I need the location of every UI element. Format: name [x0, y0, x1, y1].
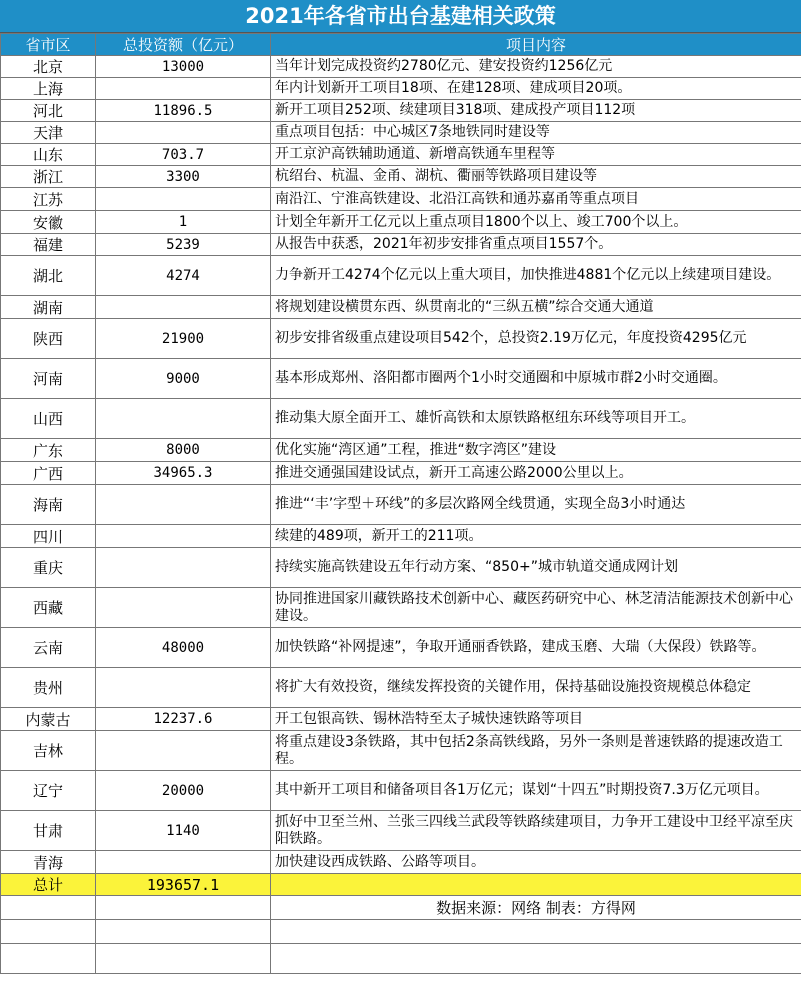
province-cell: 山东 — [1, 144, 96, 166]
content-cell: 新开工项目252项、续建项目318项、建成投产项目112项 — [271, 100, 801, 122]
table-row — [1, 166, 801, 188]
table-row — [1, 234, 801, 256]
content-cell: 开工包银高铁、锡林浩特至太子城快速铁路等项目 — [271, 708, 801, 731]
province-cell: 上海 — [1, 78, 96, 100]
content-cell: 抓好中卫至兰州、兰张三四线兰武段等铁路续建项目，力争开工建设中卫经平凉至庆阳铁路。 — [271, 811, 801, 851]
content-cell: 推进交通强国建设试点，新开工高速公路2000公里以上。 — [271, 462, 801, 485]
content-cell: 当年计划完成投资约2780亿元、建安投资约1256亿元 — [271, 56, 801, 78]
investment-cell: 20000 — [96, 771, 271, 811]
table-row — [1, 296, 801, 319]
province-cell: 湖北 — [1, 256, 96, 296]
province-cell: 辽宁 — [1, 771, 96, 811]
province-cell: 河南 — [1, 359, 96, 399]
content-cell: 力争新开工4274个亿元以上重大项目，加快推进4881个亿元以上续建项目建设。 — [271, 256, 801, 296]
content-cell: 杭绍台、杭温、金甬、湖杭、衢丽等铁路项目建设等 — [271, 166, 801, 188]
table-row — [1, 78, 801, 100]
content-cell: 加快建设西成铁路、公路等项目。 — [271, 851, 801, 874]
content-cell: 推动集大原全面开工、雄忻高铁和太原铁路枢纽东环线等项目开工。 — [271, 399, 801, 439]
table-row — [1, 811, 801, 851]
empty-cell — [1, 896, 96, 920]
investment-cell — [96, 588, 271, 628]
investment-cell — [96, 668, 271, 708]
content-cell: 重点项目包括：中心城区7条地铁同时建设等 — [271, 122, 801, 144]
investment-cell — [96, 731, 271, 771]
content-cell: 其中新开工项目和储备项目各1万亿元；谋划“十四五”时期投资7.3万亿元项目。 — [271, 771, 801, 811]
header-province: 省市区 — [1, 34, 96, 56]
investment-cell — [96, 548, 271, 588]
table-row — [1, 122, 801, 144]
investment-cell — [96, 851, 271, 874]
province-cell: 山西 — [1, 399, 96, 439]
table-row — [1, 485, 801, 525]
province-cell: 陕西 — [1, 319, 96, 359]
content-cell: 持续实施高铁建设五年行动方案、“850+”城市轨道交通成网计划 — [271, 548, 801, 588]
province-cell: 重庆 — [1, 548, 96, 588]
investment-cell — [96, 78, 271, 100]
investment-cell: 48000 — [96, 628, 271, 668]
investment-cell: 8000 — [96, 439, 271, 462]
table-row — [1, 211, 801, 234]
table-row — [1, 188, 801, 211]
table-row — [1, 359, 801, 399]
content-cell: 将扩大有效投资，继续发挥投资的关键作用，保持基础设施投资规模总体稳定 — [271, 668, 801, 708]
content-cell: 从报告中获悉，2021年初步安排省重点项目1557个。 — [271, 234, 801, 256]
province-cell: 浙江 — [1, 166, 96, 188]
table-row — [1, 731, 801, 771]
province-cell: 天津 — [1, 122, 96, 144]
content-cell: 初步安排省级重点建设项目542个，总投资2.19万亿元，年度投资4295亿元 — [271, 319, 801, 359]
investment-cell — [96, 122, 271, 144]
policy-table — [0, 33, 801, 974]
province-cell: 甘肃 — [1, 811, 96, 851]
investment-cell: 11896.5 — [96, 100, 271, 122]
province-cell: 广东 — [1, 439, 96, 462]
province-cell: 云南 — [1, 628, 96, 668]
content-cell: 续建的489项，新开工的211项。 — [271, 525, 801, 548]
investment-cell: 12237.6 — [96, 708, 271, 731]
investment-cell: 3300 — [96, 166, 271, 188]
empty-cell — [1, 920, 96, 944]
header-content: 项目内容 — [271, 34, 801, 56]
table-row — [1, 708, 801, 731]
content-cell: 优化实施“湾区通”工程，推进“数字湾区”建设 — [271, 439, 801, 462]
total-row — [1, 874, 801, 896]
province-cell: 吉林 — [1, 731, 96, 771]
province-cell: 贵州 — [1, 668, 96, 708]
table-row — [1, 439, 801, 462]
table-row — [1, 144, 801, 166]
table-row — [1, 628, 801, 668]
content-cell: 将规划建设横贯东西、纵贯南北的“三纵五横”综合交通大通道 — [271, 296, 801, 319]
investment-cell: 703.7 — [96, 144, 271, 166]
investment-cell: 4274 — [96, 256, 271, 296]
content-cell: 协同推进国家川藏铁路技术创新中心、藏医药研究中心、林芝清洁能源技术创新中心建设。 — [271, 588, 801, 628]
investment-cell: 1 — [96, 211, 271, 234]
content-cell: 年内计划新开工项目18项、在建128项、建成项目20项。 — [271, 78, 801, 100]
empty-cell — [271, 920, 801, 944]
table-row — [1, 851, 801, 874]
table-row — [1, 100, 801, 122]
content-cell: 加快铁路“补网提速”，争取开通丽香铁路，建成玉磨、大瑞（大保段）铁路等。 — [271, 628, 801, 668]
province-cell: 福建 — [1, 234, 96, 256]
empty-row — [1, 920, 801, 944]
empty-row — [1, 944, 801, 974]
content-cell: 将重点建设3条铁路，其中包括2条高铁线路，另外一条则是普速铁路的提速改造工程。 — [271, 731, 801, 771]
province-cell: 北京 — [1, 56, 96, 78]
table-row — [1, 668, 801, 708]
province-cell: 河北 — [1, 100, 96, 122]
total-value: 193657.1 — [96, 874, 271, 896]
table-row — [1, 548, 801, 588]
investment-cell — [96, 485, 271, 525]
content-cell: 开工京沪高铁辅助通道、新增高铁通车里程等 — [271, 144, 801, 166]
province-cell: 江苏 — [1, 188, 96, 211]
province-cell: 西藏 — [1, 588, 96, 628]
province-cell: 海南 — [1, 485, 96, 525]
investment-cell: 13000 — [96, 56, 271, 78]
source-row — [1, 896, 801, 920]
province-cell: 内蒙古 — [1, 708, 96, 731]
content-cell: 南沿江、宁淮高铁建设、北沿江高铁和通苏嘉甬等重点项目 — [271, 188, 801, 211]
investment-cell — [96, 525, 271, 548]
investment-cell: 9000 — [96, 359, 271, 399]
table-row — [1, 462, 801, 485]
province-cell: 四川 — [1, 525, 96, 548]
empty-cell — [96, 944, 271, 974]
total-label: 总计 — [1, 874, 96, 896]
empty-cell — [1, 944, 96, 974]
investment-cell: 5239 — [96, 234, 271, 256]
table-row — [1, 399, 801, 439]
table-row — [1, 771, 801, 811]
header-row — [1, 34, 801, 56]
source-note: 数据来源：网络 制表：方得网 — [271, 896, 801, 920]
province-cell: 青海 — [1, 851, 96, 874]
investment-cell — [96, 399, 271, 439]
investment-cell — [96, 188, 271, 211]
investment-cell: 34965.3 — [96, 462, 271, 485]
header-investment: 总投资额（亿元） — [96, 34, 271, 56]
table-row — [1, 256, 801, 296]
empty-cell — [271, 944, 801, 974]
table-row — [1, 56, 801, 78]
province-cell: 广西 — [1, 462, 96, 485]
empty-cell — [96, 896, 271, 920]
table-row — [1, 525, 801, 548]
province-cell: 安徽 — [1, 211, 96, 234]
total-empty — [271, 874, 801, 896]
content-cell: 基本形成郑州、洛阳都市圈两个1小时交通圈和中原城市群2小时交通圈。 — [271, 359, 801, 399]
table-title: 2021年各省市出台基建相关政策 — [0, 0, 801, 33]
table-row — [1, 319, 801, 359]
province-cell: 湖南 — [1, 296, 96, 319]
empty-cell — [96, 920, 271, 944]
investment-cell: 1140 — [96, 811, 271, 851]
table-row — [1, 588, 801, 628]
investment-cell — [96, 296, 271, 319]
investment-cell: 21900 — [96, 319, 271, 359]
content-cell: 计划全年新开工亿元以上重点项目1800个以上、竣工700个以上。 — [271, 211, 801, 234]
content-cell: 推进“‘丰’字型＋环线”的多层次路网全线贯通，实现全岛3小时通达 — [271, 485, 801, 525]
